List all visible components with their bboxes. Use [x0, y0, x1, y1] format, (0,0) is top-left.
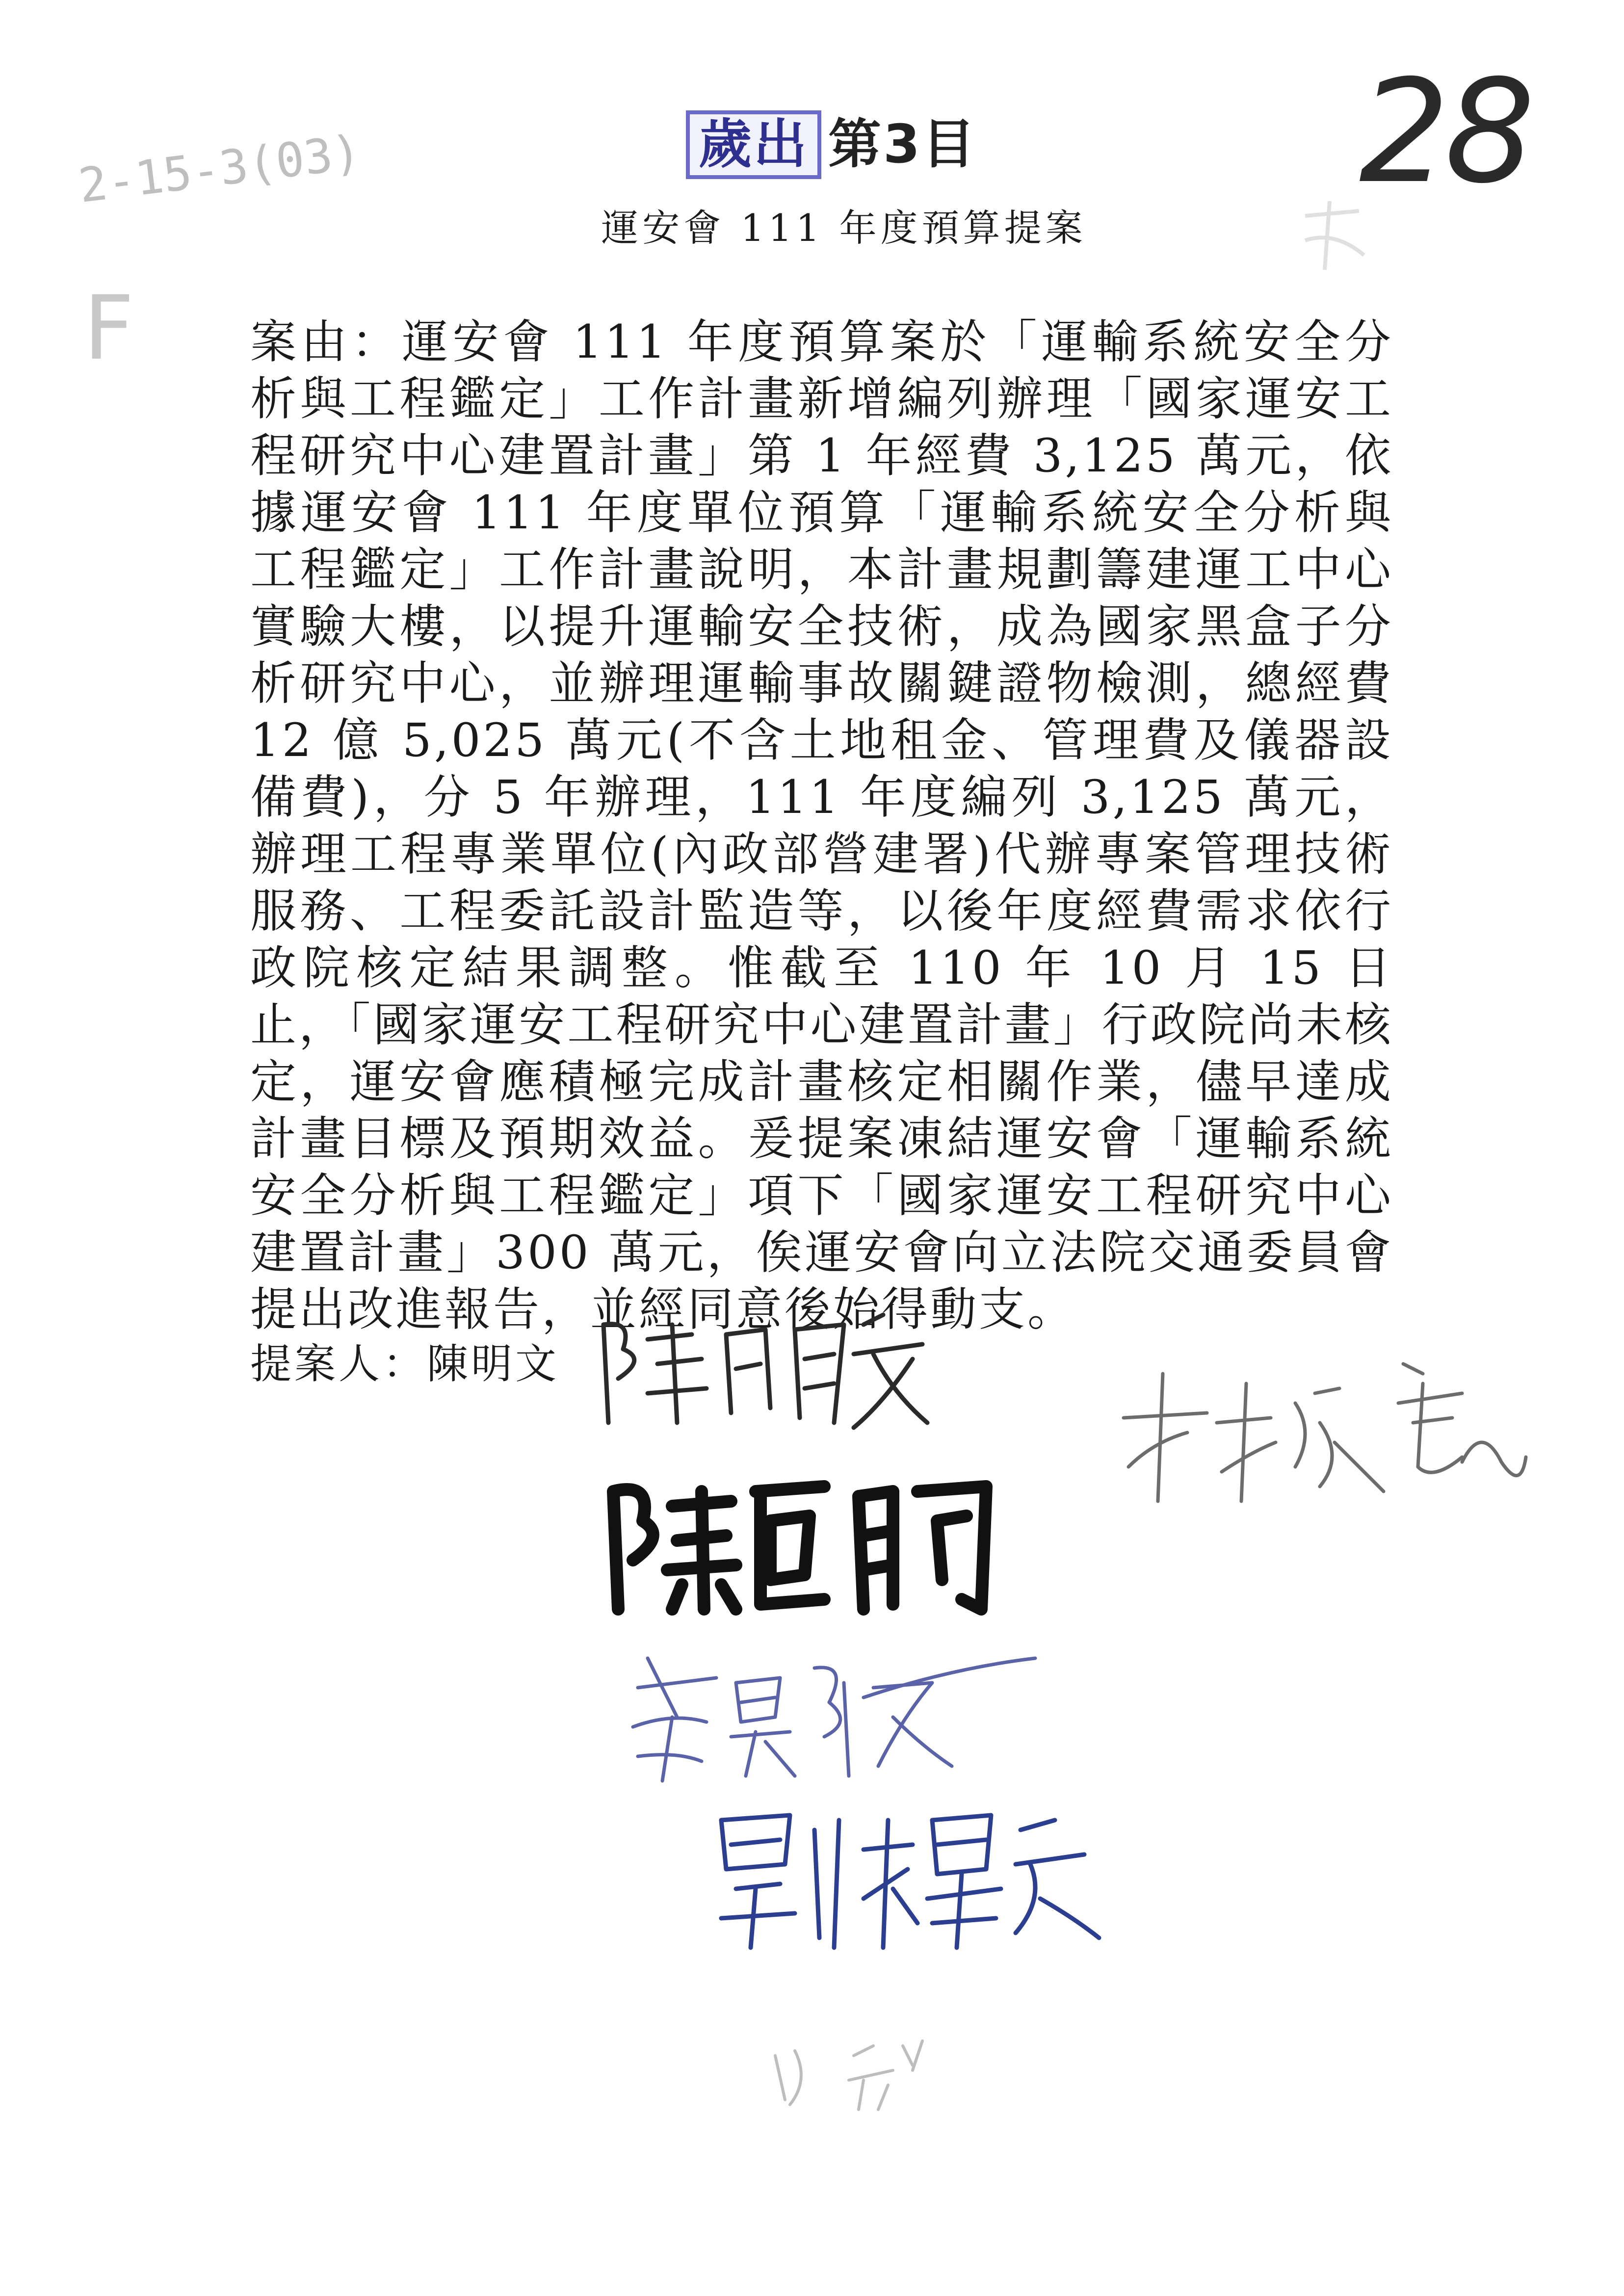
handwritten-page-number: 28: [1359, 50, 1531, 215]
signature-initials: [765, 2026, 942, 2114]
stamp-expenditure-label: 歲出: [686, 110, 821, 179]
faint-ink-mark: [1295, 196, 1374, 275]
page-title: 運安會 111 年度預算提案: [601, 206, 1087, 250]
signature-4: [618, 1639, 1040, 1786]
signature-1: [589, 1295, 932, 1442]
signature-5: [702, 1791, 1104, 1957]
signature-3: [599, 1462, 1001, 1624]
margin-note-code: 2-15-3(03): [76, 124, 364, 213]
proposal-body: 案由：運安會 111 年度預算案於「運輸系統安全分析與工程鑑定」工作計畫新增編列辦理「國家運安工程研究中心建置計畫」第 1 年經費 3,125 萬元，依據運安會 111 年度單位預算「運輸系統安全分析與工程鑑定」工作計畫說明，本計畫規劃籌建運工中心實驗大樓，以提升運輸安全技術，成為國家黑盒子分析研究中心，並辦理運輸事故關鍵證物檢測，總經費 12 億 5,025 萬元(不含土地租金、管理費及儀器設備費)，分 5 年辦理，111 年度編列 3,125 萬元，辦理工程專業單位(內政部營建署)代辦專案管理技術服務、工程委託設計監造等，以後年度經費需求依行政院核定結果調整。惟截至 110 年 10 月 15 日止，「國家運安工程研究中心建置計畫」行政院尚未核定，運安會應積極完成計畫核定相關作業，儘早達成計畫目標及預期效益。爰提案凍結運安會「運輸系統安全分析與工程鑑定」項下「國家運安工程研究中心建置計畫」300 萬元，俟運安會向立法院交通委員會提出改進報告，並經同意後始得動支。: [250, 315, 1393, 1336]
budget-item-stamp: [686, 108, 980, 182]
stamp-item-number: 第3目: [828, 114, 977, 175]
margin-note-letter: F: [83, 277, 134, 380]
proposer-line: 提案人：陳明文: [250, 1340, 560, 1388]
signature-2: [1109, 1344, 1531, 1521]
